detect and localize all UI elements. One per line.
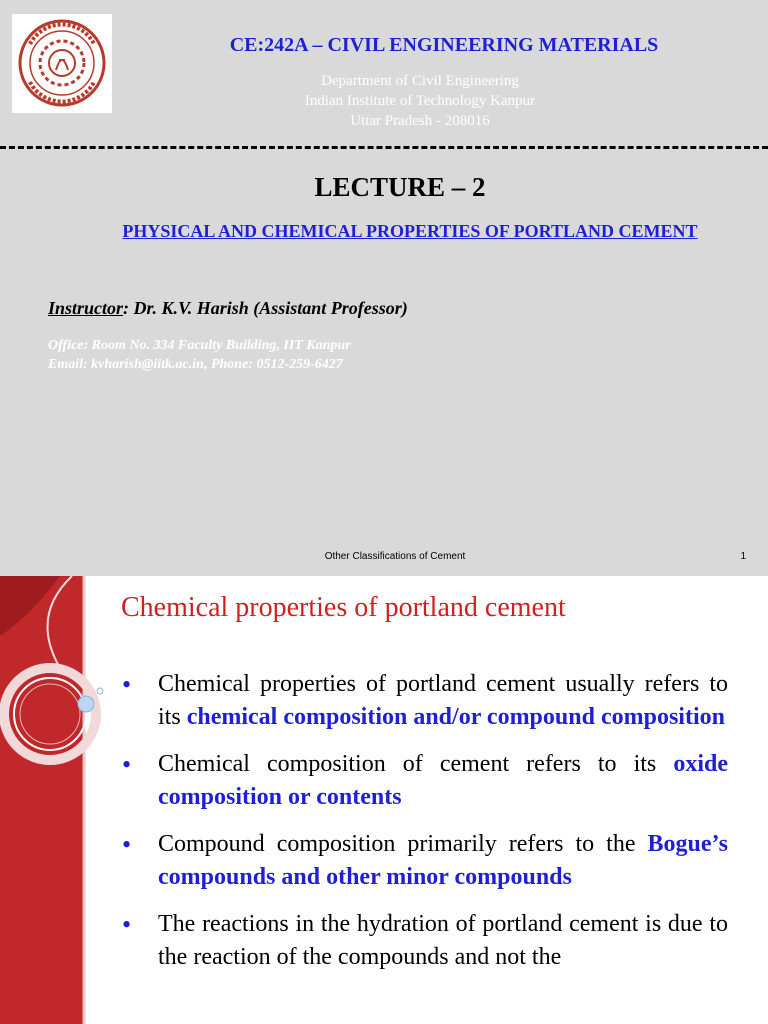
slide-footer-title: Other Classifications of Cement [324, 551, 466, 562]
bullet-icon: • [122, 830, 132, 859]
instructor-label: Instructor [48, 298, 124, 318]
list-item: • Chemical properties of portland cement usually refers to its chemical composition and/or compound composition [122, 670, 728, 730]
department-name: Department of Civil Engineering [321, 73, 519, 89]
institute-address: Uttar Pradesh - 208016 [350, 113, 490, 129]
iit-kanpur-logo-icon [12, 14, 112, 113]
bullet-icon: • [122, 910, 132, 939]
course-title: CE:242A – CIVIL ENGINEERING MATERIALS [229, 34, 659, 56]
slide-heading: Chemical properties of portland cement [121, 592, 566, 623]
bullet-icon: • [122, 670, 132, 699]
instructor-line [48, 298, 408, 319]
bullet-list [118, 668, 728, 988]
department-info [120, 71, 720, 131]
content-slide [0, 576, 768, 1024]
contact-info [48, 336, 351, 374]
office-address: Office: Room No. 334 Faculty Building, IIT Kanpur [48, 338, 351, 353]
lecture-subtitle: PHYSICAL AND CHEMICAL PROPERTIES OF PORTLAND CEMENT [122, 221, 698, 241]
slide-page-number: 1 [740, 551, 746, 562]
lecture-number: LECTURE – 2 [314, 172, 486, 202]
list-item: • Chemical composition of cement refers to its oxide composition or contents [122, 750, 728, 810]
dashed-divider [0, 146, 768, 149]
bullet-icon: • [122, 750, 132, 779]
list-item: • Compound composition primarily refers to the Bogue’s compounds and other minor compounds [122, 830, 728, 890]
email-phone: Email: kvharish@iitk.ac.in, Phone: 0512-259-6427 [48, 357, 343, 372]
list-item: • The reactions in the hydration of portland cement is due to the reaction of the compounds and not the [122, 910, 728, 970]
instructor-name: : Dr. K.V. Harish (Assistant Professor) [123, 298, 408, 318]
institute-name: Indian Institute of Technology Kanpur [304, 93, 536, 109]
